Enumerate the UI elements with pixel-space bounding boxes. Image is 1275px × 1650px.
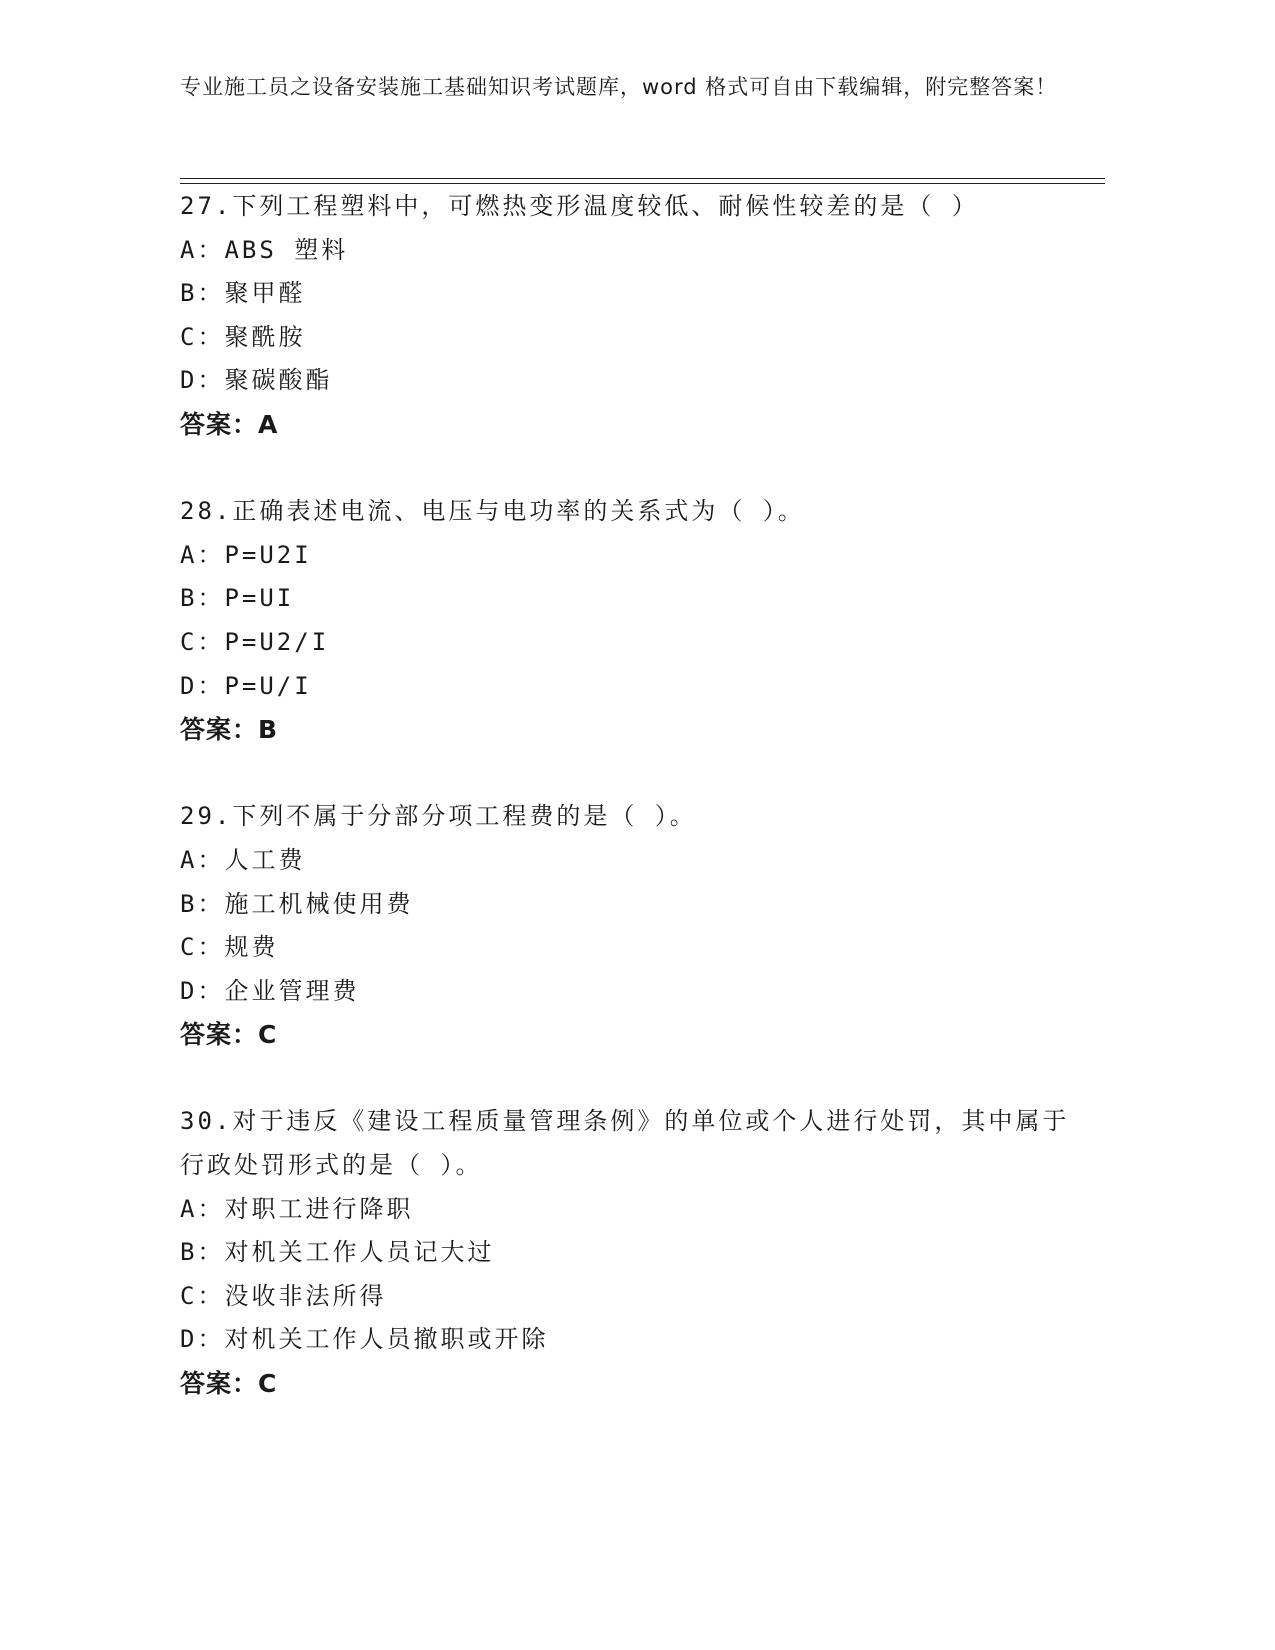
question-29 — [180, 795, 1080, 1057]
question-28 — [180, 490, 1080, 752]
answer: 答案：C — [180, 1369, 278, 1399]
option-c: C：聚酰胺 — [180, 322, 306, 351]
document-header: 专业施工员之设备安装施工基础知识考试题库，word 格式可自由下载编辑，附完整答案！ — [180, 75, 1058, 99]
answer: 答案：A — [180, 409, 279, 439]
question-stem: 30.对于违反《建设工程质量管理条例》的单位或个人进行处罚，其中属于行政处罚形式的是（ ）。 — [180, 1107, 1070, 1180]
answer: 答案：C — [180, 1020, 278, 1050]
question-stem: 28.正确表述电流、电压与电功率的关系式为（ ）。 — [180, 497, 805, 526]
option-a: A：P=U2I — [180, 540, 312, 569]
answer: 答案：B — [180, 715, 279, 745]
option-c: C：规费 — [180, 933, 279, 962]
question-stem: 27.下列工程塑料中，可燃热变形温度较低、耐候性较差的是（ ） — [180, 192, 979, 220]
option-d: D：P=U/I — [180, 671, 312, 700]
option-d: D：聚碳酸酯 — [180, 366, 333, 395]
header-divider-top — [180, 178, 1105, 179]
option-d: D：对机关工作人员撤职或开除 — [180, 1325, 549, 1354]
question-30 — [180, 1100, 1080, 1405]
question-list — [180, 185, 1080, 1406]
option-b: B：施工机械使用费 — [180, 889, 414, 918]
option-a: A：对职工进行降职 — [180, 1194, 414, 1223]
header-divider-bottom — [180, 183, 1105, 184]
question-stem: 29.下列不属于分部分项工程费的是（ ）。 — [180, 802, 697, 831]
question-gap — [180, 752, 1080, 796]
question-gap — [180, 1057, 1080, 1101]
question-27 — [180, 185, 1080, 447]
option-c: C：P=U2/I — [180, 627, 330, 656]
option-a: A：人工费 — [180, 845, 306, 874]
option-d: D：企业管理费 — [180, 976, 360, 1005]
option-b: B：P=UI — [180, 584, 295, 613]
option-b: B：对机关工作人员记大过 — [180, 1238, 495, 1267]
option-c: C：没收非法所得 — [180, 1281, 387, 1310]
question-gap — [180, 447, 1080, 491]
option-a: A：ABS 塑料 — [180, 235, 349, 264]
option-b: B：聚甲醛 — [180, 279, 306, 308]
